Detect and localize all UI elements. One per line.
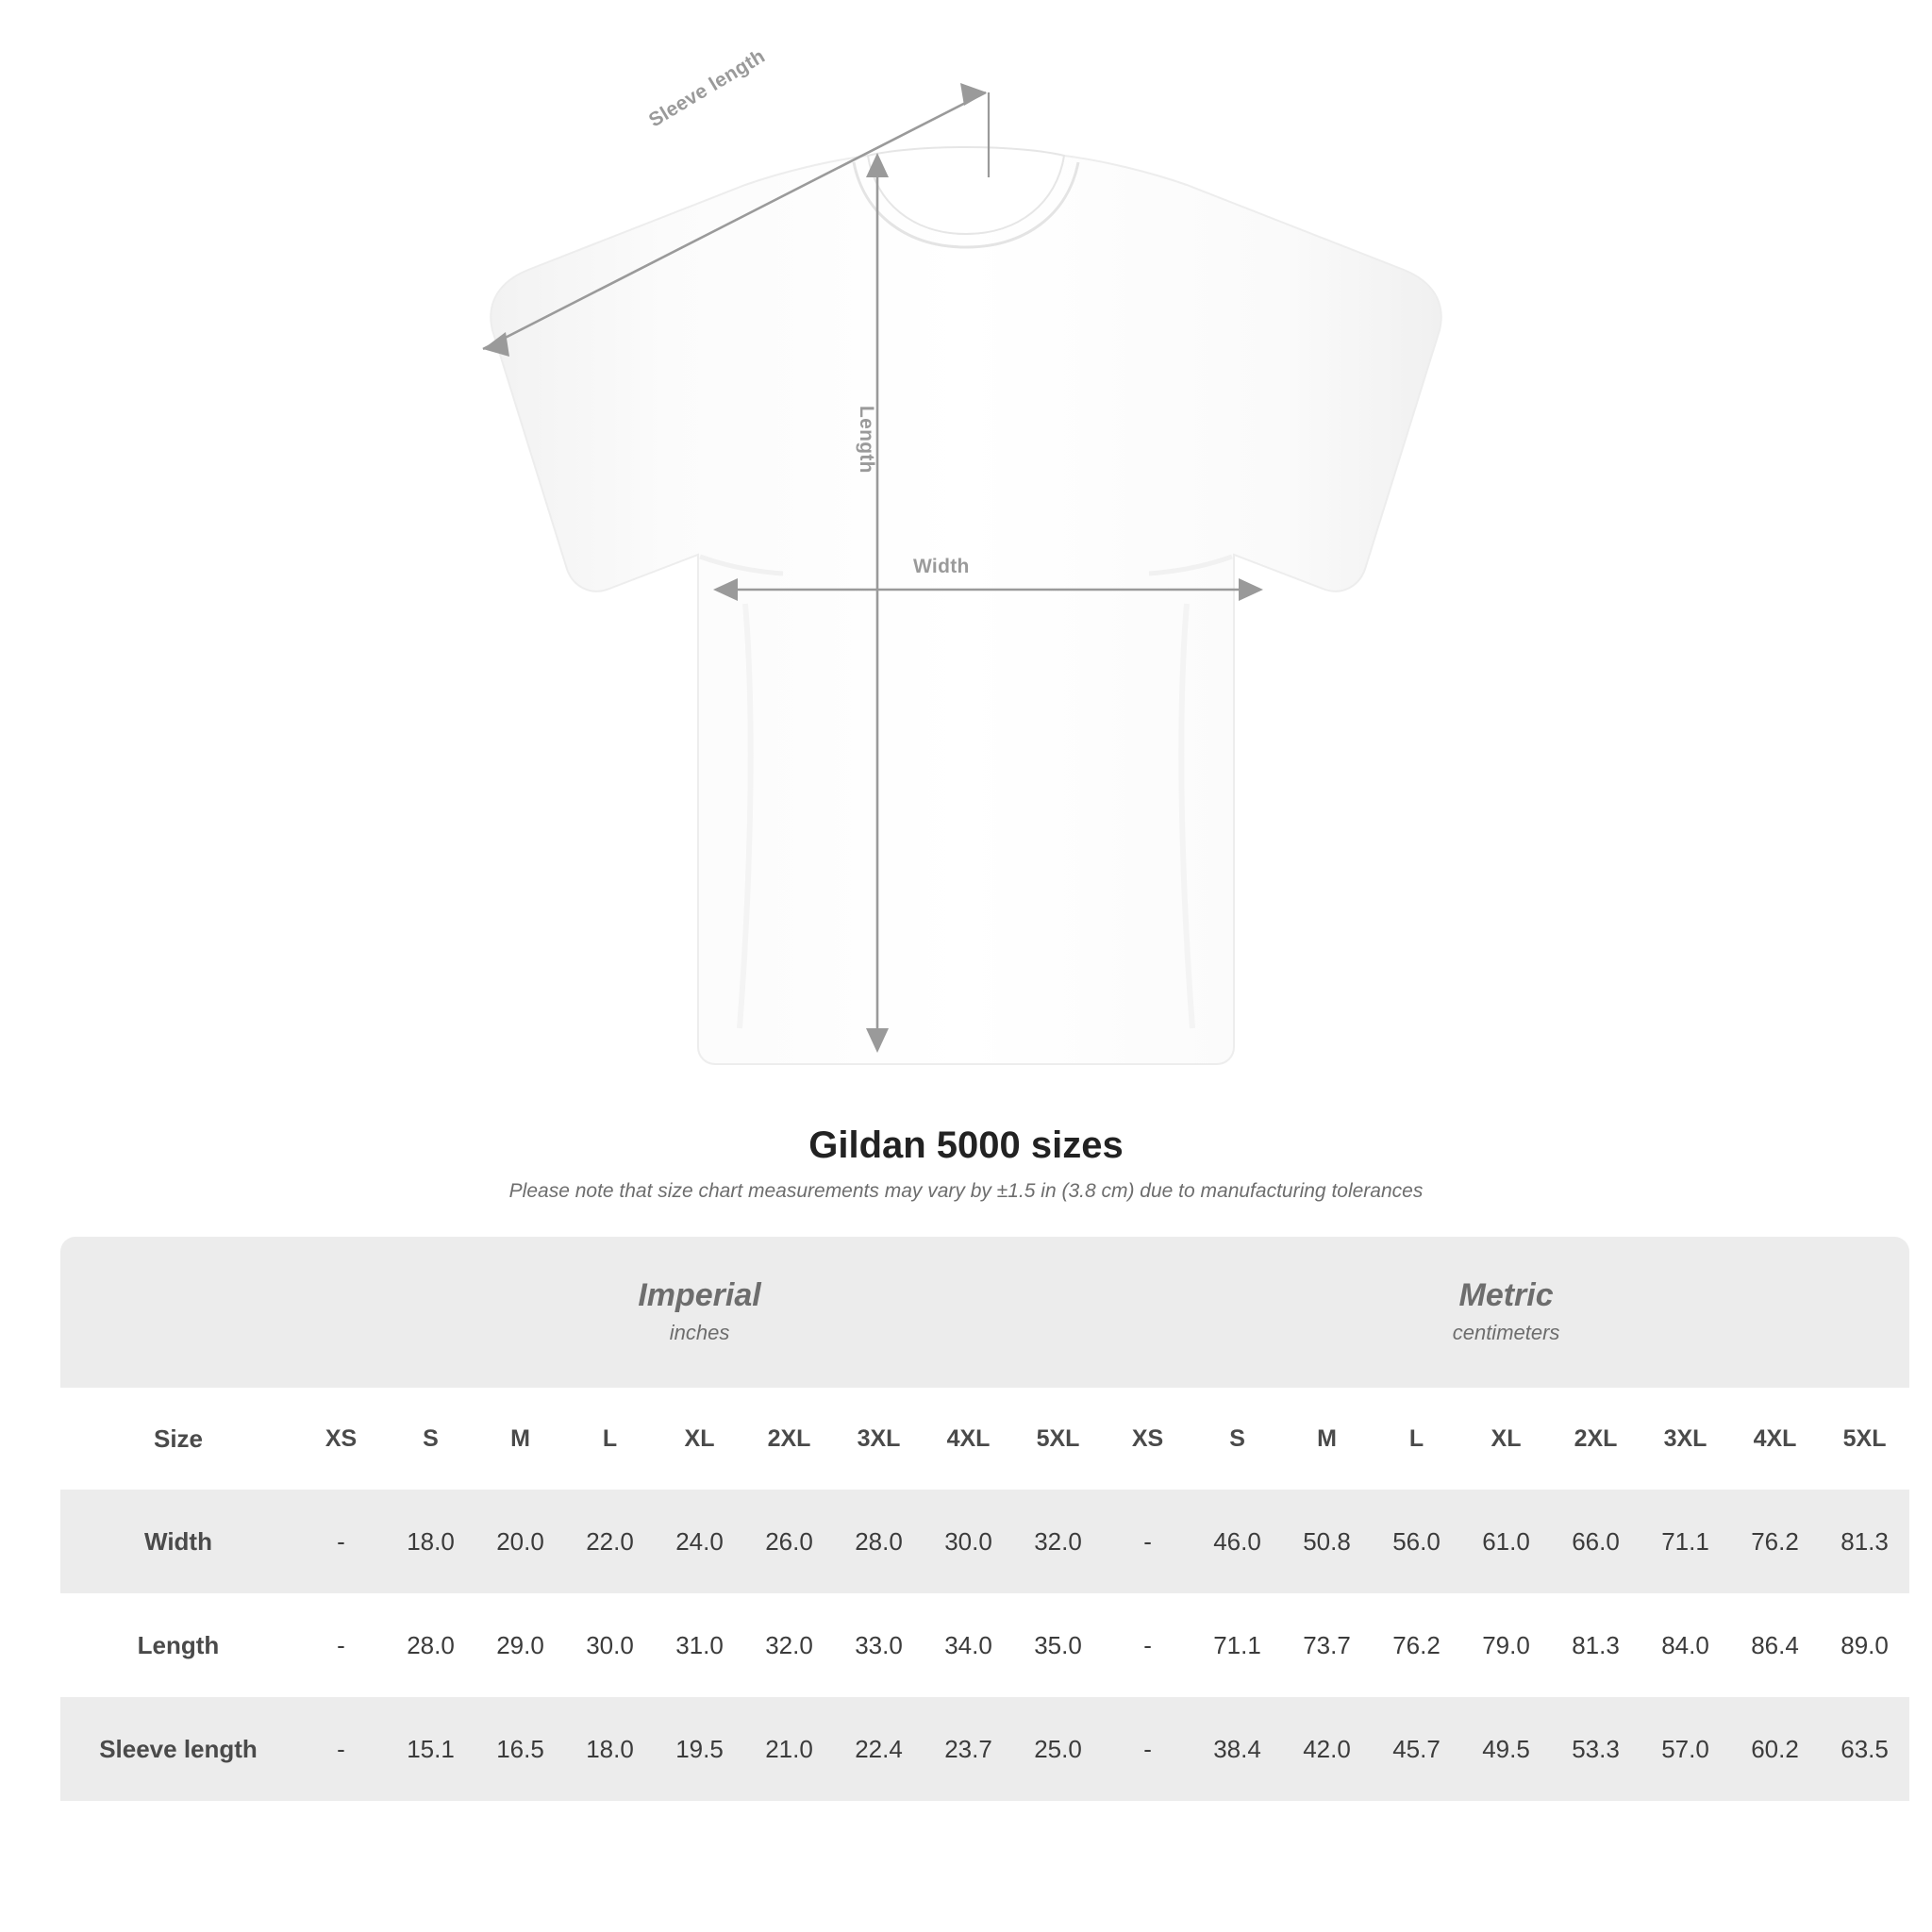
cell-width-imperial-4xl: 30.0	[924, 1490, 1013, 1593]
size-header-metric-m: M	[1282, 1388, 1372, 1490]
cell-length-metric-3xl: 84.0	[1661, 1630, 1709, 1659]
row-label-length: Length	[137, 1630, 220, 1659]
cell-length-imperial-4xl: 34.0	[944, 1630, 992, 1659]
cell-sleeve-metric-xs: -	[1103, 1697, 1192, 1801]
cell-length-metric-4xl: 86.4	[1751, 1630, 1799, 1659]
table-row	[60, 1593, 1909, 1697]
cell-sleeve-imperial-s: 15.1	[386, 1697, 475, 1801]
size-header-imperial-xs: XS	[296, 1388, 386, 1490]
width-label: Width	[913, 556, 970, 577]
unit-corner-cell	[60, 1237, 296, 1388]
cell-width-metric-l: 56.0	[1372, 1490, 1461, 1593]
cell-width-imperial-l: 22.0	[565, 1490, 655, 1593]
cell-width-metric-4xl: 76.2	[1730, 1490, 1820, 1593]
cell-sleeve-metric-2xl: 53.3	[1551, 1697, 1641, 1801]
cell-length-imperial-xs: -	[337, 1630, 345, 1659]
cell-length-metric-l: 76.2	[1392, 1630, 1441, 1659]
length-label: Length	[856, 406, 877, 474]
page-title: Gildan 5000 sizes	[808, 1124, 1124, 1166]
cell-width-metric-3xl: 71.1	[1641, 1490, 1730, 1593]
size-header-imperial-s: S	[386, 1388, 475, 1490]
cell-length-metric-2xl: 81.3	[1572, 1630, 1620, 1659]
size-header-imperial-3xl: 3XL	[834, 1388, 924, 1490]
unit-metric-name: Metric	[1458, 1277, 1554, 1314]
row-label-sleeve-length: Sleeve length	[60, 1697, 296, 1801]
cell-sleeve-metric-5xl: 63.5	[1820, 1697, 1909, 1801]
cell-sleeve-metric-4xl: 60.2	[1730, 1697, 1820, 1801]
cell-width-imperial-m: 20.0	[475, 1490, 565, 1593]
cell-width-imperial-5xl: 32.0	[1013, 1490, 1103, 1593]
unit-imperial-name: Imperial	[638, 1277, 761, 1314]
table-row	[60, 1697, 1909, 1801]
cell-length-metric-m: 73.7	[1303, 1630, 1351, 1659]
cell-sleeve-imperial-3xl: 22.4	[834, 1697, 924, 1801]
size-header-metric-5xl: 5XL	[1820, 1388, 1909, 1490]
size-header-metric-xs: XS	[1103, 1388, 1192, 1490]
cell-width-metric-s: 46.0	[1192, 1490, 1282, 1593]
cell-length-imperial-xl: 31.0	[675, 1630, 724, 1659]
sleeve-length-label: Sleeve length	[644, 44, 770, 132]
cell-sleeve-metric-m: 42.0	[1282, 1697, 1372, 1801]
cell-length-metric-xl: 79.0	[1482, 1630, 1530, 1659]
cell-width-imperial-xs: -	[296, 1490, 386, 1593]
cell-sleeve-metric-3xl: 57.0	[1641, 1697, 1730, 1801]
unit-imperial-cell	[296, 1237, 1103, 1388]
title-block	[0, 1124, 1932, 1203]
unit-metric-cell	[1103, 1237, 1909, 1388]
size-table	[60, 1237, 1909, 1801]
cell-sleeve-imperial-xs: -	[296, 1697, 386, 1801]
cell-width-metric-2xl: 66.0	[1551, 1490, 1641, 1593]
cell-length-imperial-5xl: 35.0	[1034, 1630, 1082, 1659]
cell-length-metric-xs: -	[1143, 1630, 1152, 1659]
shirt-shape	[491, 147, 1441, 1064]
size-header-imperial-2xl: 2XL	[744, 1388, 834, 1490]
cell-length-imperial-m: 29.0	[496, 1630, 544, 1659]
cell-sleeve-imperial-m: 16.5	[475, 1697, 565, 1801]
cell-sleeve-metric-s: 38.4	[1192, 1697, 1282, 1801]
cell-sleeve-imperial-4xl: 23.7	[924, 1697, 1013, 1801]
cell-width-metric-xl: 61.0	[1461, 1490, 1551, 1593]
cell-length-metric-5xl: 89.0	[1840, 1630, 1889, 1659]
unit-metric-sub: centimeters	[1452, 1320, 1560, 1344]
cell-length-imperial-s: 28.0	[407, 1630, 455, 1659]
unit-header-row	[60, 1237, 1909, 1388]
table-row	[60, 1490, 1909, 1593]
cell-width-imperial-xl: 24.0	[655, 1490, 744, 1593]
tolerance-note: Please note that size chart measurements may vary by ±1.5 in (3.8 cm) due to manufacturing tolerances	[508, 1180, 1424, 1202]
size-header-metric-2xl: 2XL	[1551, 1388, 1641, 1490]
cell-sleeve-imperial-l: 18.0	[565, 1697, 655, 1801]
cell-sleeve-imperial-2xl: 21.0	[744, 1697, 834, 1801]
size-header-metric-s: S	[1192, 1388, 1282, 1490]
cell-sleeve-metric-xl: 49.5	[1461, 1697, 1551, 1801]
cell-width-metric-m: 50.8	[1282, 1490, 1372, 1593]
size-header-metric-3xl: 3XL	[1641, 1388, 1730, 1490]
cell-length-imperial-l: 30.0	[586, 1630, 634, 1659]
cell-sleeve-imperial-5xl: 25.0	[1013, 1697, 1103, 1801]
size-header-imperial-xl: XL	[655, 1388, 744, 1490]
size-header-label: Size	[60, 1388, 296, 1490]
size-header-imperial-l: L	[565, 1388, 655, 1490]
cell-width-imperial-s: 18.0	[386, 1490, 475, 1593]
cell-sleeve-metric-l: 45.7	[1372, 1697, 1461, 1801]
cell-width-metric-5xl: 81.3	[1820, 1490, 1909, 1593]
size-header-imperial-4xl: 4XL	[924, 1388, 1013, 1490]
cell-length-imperial-3xl: 33.0	[855, 1630, 903, 1659]
size-header-row	[60, 1388, 1909, 1490]
size-header-metric-xl: XL	[1461, 1388, 1551, 1490]
cell-width-imperial-2xl: 26.0	[744, 1490, 834, 1593]
cell-width-imperial-3xl: 28.0	[834, 1490, 924, 1593]
size-table-wrapper	[60, 1237, 1889, 1801]
cell-sleeve-imperial-xl: 19.5	[655, 1697, 744, 1801]
size-header-metric-4xl: 4XL	[1730, 1388, 1820, 1490]
row-label-width: Width	[60, 1490, 296, 1593]
cell-length-metric-s: 71.1	[1213, 1630, 1261, 1659]
unit-imperial-sub: inches	[669, 1320, 730, 1344]
size-header-metric-l: L	[1372, 1388, 1461, 1490]
size-header-imperial-m: M	[475, 1388, 565, 1490]
size-header-imperial-5xl: 5XL	[1013, 1388, 1103, 1490]
cell-length-imperial-2xl: 32.0	[765, 1630, 813, 1659]
cell-width-metric-xs: -	[1103, 1490, 1192, 1593]
